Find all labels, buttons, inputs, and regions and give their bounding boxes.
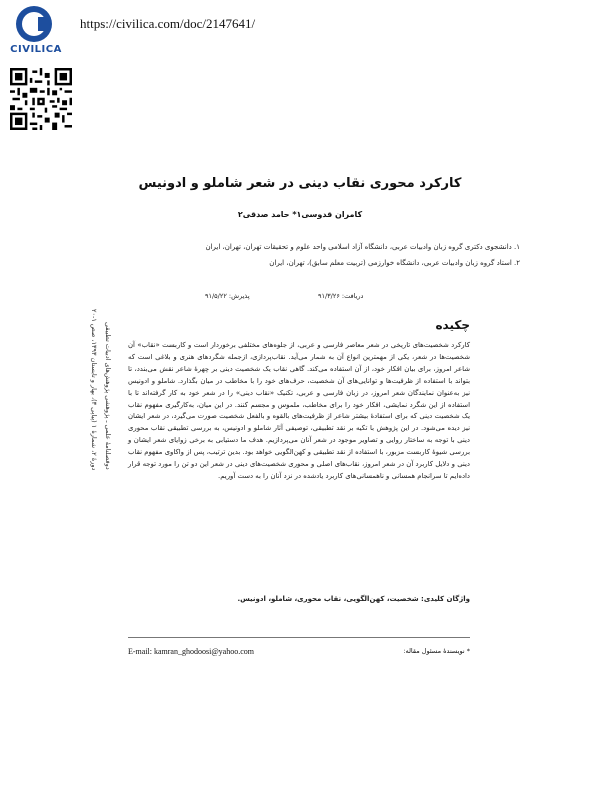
affiliation-1: ۱. دانشجوی دکتری گروه زبان وادبیات عربی، دانشگاه آزاد اسلامی واحد علوم و تحقیقات تهران، تهران، ایران — [205, 243, 520, 251]
corresponding-author-note: * نویسندهٔ مسئول مقاله: — [403, 647, 470, 655]
journal-name: دوفصلنامهٔ علمی ـ پژوهشی پژوهش‌های ادبیات تطبیقی — [104, 322, 112, 470]
civilica-logo[interactable] — [6, 6, 62, 56]
paper-title: کارکرد محوری نقاب دینی در شعر شاملو و ادونیس — [138, 176, 462, 191]
journal-issue: دورهٔ ۲، شمارهٔ ۱ (پیاپی ۳)، بهار و تابستان ۱۳۹۳، صص ۱-۲۰ — [90, 308, 98, 470]
abstract-text: کارکرد شخصیت‌های تاریخی در شعر معاصر فارسی و عربی، از جلوه‌های مختلفی برخوردار است و کاربست «نقاب» آن شخصیت‌ها در شعر، یکی از مهمترین انواع آن به شمار می‌آید. نقاب‌پردازی، ازجمله شگردهای هنری و بلاغی است که شاعر امروز، برای بیان افکار خود، از آن استفاده می‌کند. گاهی نقاب یک شخصیت دینی بر چهرهٔ شاعر نقش می‌بندد، تا بتواند با استفاده از ظرفیت‌ها و توانایی‌های آن شخصیت، حرف‌های خود را با مخاطب در میان بگذارد. شاملو و ادونیس نیز به‌عنوان نمایندگان شعر امروز، در زبان فارسی و عربی، تکنیک «نقاب دینی» را در شعر خود به کار گرفته‌اند تا با استفاده از این شگرد نمایشی، افکار خود را برای مخاطب، ملموس و مجسم کنند. در این میان، به‌کارگیری مفهوم نقاب یک شخصیت دینی که برای استفادهٔ بیشتر شاعر از ظرفیت‌های بالقوه و بالفعل شخصیت صورت می‌گیرد، در شعر ایشان نیز دیده می‌شود. در این پژوهش با تکیه بر نقد تطبیقی، توصیفی آثار شاملو و ادونیس، به بررسی تطبیقی نقاب محوری دینی با توجه به ساختار روایی و تصاویر موجود در شعر آنان می‌پردازیم. هدف ما دستیابی به برخی زوایای شعر ایشان و بررسی شیوهٔ کاربست مزبور، با استفاده از نقد تطبیقی و کهن‌الگویی خواهد بود. بدین ترتیب، پس از واکاوی مفهوم نقاب دینی و دلایل کاربرد آن در شعر امروز، نقاب‌های اصلی و محوری شخصیت‌های دینی در شعر این دو تن را مورد توجه قرار داده‌ایم تا سرانجام همسانی و ناهمسانی‌های کاربرد یادشده در نزد آنان را به دست آوریم. — [128, 341, 470, 480]
journal-sidebar — [84, 300, 124, 470]
corresponding-email[interactable]: E-mail: kamran_ghodoosi@yahoo.com — [128, 647, 255, 656]
abstract-heading: چکیده — [435, 318, 470, 332]
affiliation-2: ۲. استاد گروه زبان وادبیات عربی، دانشگاه خوارزمی (تربیت معلم سابق)، تهران، ایران — [269, 259, 520, 267]
logo-mark-gap — [38, 17, 48, 31]
logo-text: CIVILICA — [10, 44, 62, 55]
received-date: دریافت: ۹۱/۳/۲۶ — [318, 292, 364, 300]
paper-authors: کامران قدوسی۱* حامد صدقی۲ — [237, 210, 363, 219]
footnote-divider — [128, 637, 470, 638]
accepted-date: پذیرش: ۹۱/۵/۲۲ — [205, 292, 250, 300]
keywords: واژگان کلیدی: شخصیت، کهن‌الگویی، نقاب محوری، شاملو، ادونیس. — [237, 595, 470, 603]
document-url[interactable]: https://civilica.com/doc/2147641/ — [80, 16, 256, 31]
qr-code-icon — [10, 68, 72, 130]
